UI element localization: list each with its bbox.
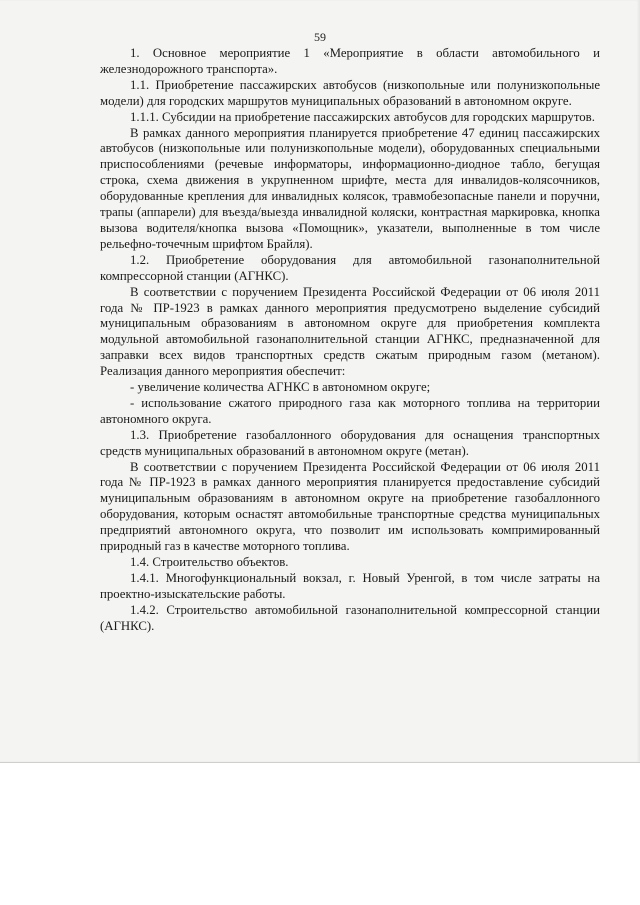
paragraph: 1.4.2. Строительство автомобильной газонаполнительной компрессорной станции (АГНКС). <box>100 602 600 633</box>
paragraph: В рамках данного мероприятия планируется приобретение 47 единиц пассажирских автобусов (низкопольные или полунизкопольные модели), оборудованных специальными приспособлениями (речевые информаторы, информационно-диодное табло, бегущая строка, схема движения в укрупненном шрифте, места для инвалидов-колясочников, оборудованные крепления для инвалидных колясок, травмобезопасные панели и поручни, трапы (аппарели) для въезда/выезда инвалидной коляски, контрастная маркировка, кнопка вызова водителя/кнопка вызова «Помощник», указатели, выполненные в том числе рельефно-точечным шрифтом Брайля). <box>100 125 600 251</box>
paragraph: 1.4.1. Многофункциональный вокзал, г. Новый Уренгой, в том числе затраты на проектно-изыскательские работы. <box>100 570 600 601</box>
paragraph: 1.1.1. Субсидии на приобретение пассажирских автобусов для городских маршрутов. <box>130 109 595 124</box>
paragraph: В соответствии с поручением Президента Российской Федерации от 06 июля 2011 года № ПР-1923 в рамках данного мероприятия планируется предоставление субсидий муниципальным образованиям в автономном округе на приобретение газобаллонного оборудования, которым оснастят автомобильные транспортные средства муниципальных предприятий автономного округа, что позволит им использовать компримированный природный газ в качестве моторного топлива. <box>100 459 600 554</box>
list-item: - увеличение количества АГНКС в автономном округе; <box>130 380 431 395</box>
paragraph: 1.1. Приобретение пассажирских автобусов (низкопольные или полунизкопольные модели) для городских маршрутов муниципальных образований в автономном округе. <box>100 77 600 108</box>
document-body <box>100 46 600 635</box>
paragraph: 1.2. Приобретение оборудования для автомобильной газонаполнительной компрессорной станции (АГНКС). <box>100 252 600 283</box>
paragraph: 1. Основное мероприятие 1 «Мероприятие в области автомобильного и железнодорожного транспорта». <box>100 46 600 76</box>
paragraph: 1.4. Строительство объектов. <box>130 555 289 569</box>
list-item: - использование сжатого природного газа как моторного топлива на территории автономного округа. <box>100 395 600 426</box>
paragraph: 1.3. Приобретение газобаллонного оборудования для оснащения транспортных средств муниципальных образований в автономном округе (метан). <box>100 427 600 458</box>
page-number: 59 <box>314 30 326 44</box>
paragraph: В соответствии с поручением Президента Российской Федерации от 06 июля 2011 года № ПР-1923 в рамках данного мероприятия предусмотрено выделение субсидий муниципальным образованиям в автономном округе для приобретения комплекта модульной автомобильной газонаполнительной станции АГНКС, предназначенной для заправки всех видов транспортных средств сжатым природным газом (метаном). Реализация данного мероприятия обеспечит: <box>100 284 600 379</box>
